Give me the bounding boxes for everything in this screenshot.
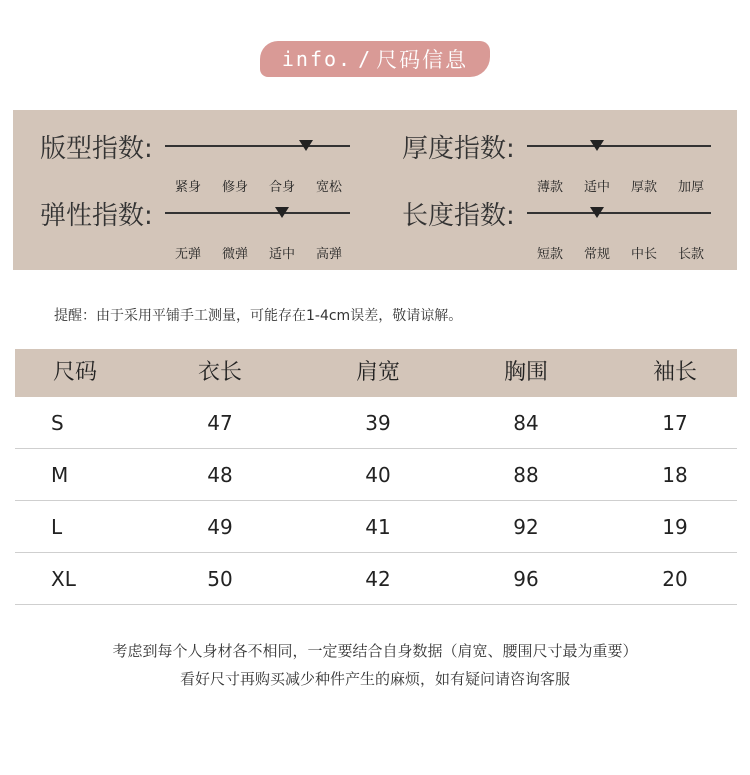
index-option: 适中 [583,180,610,195]
column-header: 胸围 [503,360,548,385]
table-cell: XL [51,567,76,591]
index-scale-line [527,145,711,147]
fit-index-panel [13,110,737,270]
table-cell: 20 [662,567,688,591]
table-row [15,501,737,553]
table-cell: M [51,463,69,487]
index-option: 微弹 [221,247,248,262]
index-option: 薄款 [536,180,563,195]
table-cell: 42 [365,567,391,591]
table-cell: 92 [513,515,539,539]
title-cn: 尺码信息 [376,48,469,72]
table-cell: 40 [365,463,391,487]
table-cell: 39 [365,411,391,435]
table-cell: 88 [513,463,539,487]
column-header: 肩宽 [355,360,400,385]
index-option: 加厚 [677,180,704,195]
index-option: 合身 [268,180,295,195]
index-length [402,195,722,262]
title-separator: / [358,47,373,71]
table-cell: 17 [662,411,688,435]
table-cell: 41 [365,515,391,539]
index-elasticity [40,195,360,262]
size-table [15,349,737,605]
index-label: 长度指数: [402,201,515,231]
measurement-note: 提醒：由于采用平铺手工测量，可能存在1-4cm误差，敬请谅解。 [54,308,463,324]
header [0,36,750,82]
index-option: 高弹 [315,247,342,262]
index-scale-line [165,212,350,214]
table-cell: 49 [207,515,233,539]
index-thickness [402,128,722,195]
index-marker-icon [590,140,604,151]
table-cell: 48 [207,463,233,487]
index-scale-line [165,145,350,147]
table-cell: 50 [207,567,233,591]
table-cell: 19 [662,515,688,539]
index-label: 厚度指数: [402,134,515,164]
index-label: 版型指数: [40,134,153,164]
table-row [15,449,737,501]
index-option: 短款 [536,247,563,262]
table-cell: 18 [662,463,688,487]
table-cell: 47 [207,411,233,435]
index-option: 无弹 [174,247,201,262]
table-header [15,349,737,397]
index-marker-icon [590,207,604,218]
column-header: 衣长 [197,360,242,385]
index-marker-icon [275,207,289,218]
table-cell: 84 [513,411,539,435]
title-badge [260,41,490,77]
column-header: 袖长 [652,360,697,385]
index-scale-line [527,212,711,214]
table-row [15,553,737,605]
index-option: 长款 [677,247,704,262]
footer-note-2: 看好尺寸再购买减少种件产生的麻烦，如有疑问请咨询客服 [179,670,570,688]
index-option: 常规 [583,247,610,262]
title-en: info. [281,47,353,71]
index-label: 弹性指数: [40,201,153,231]
index-option: 宽松 [315,180,342,195]
index-option: 修身 [221,180,248,195]
table-cell: S [51,411,64,435]
footer-note-1: 考虑到每个人身材各不相同，一定要结合自身数据（肩宽、腰围尺寸最为重要） [112,642,638,660]
index-option: 适中 [268,247,295,262]
table-row [15,397,737,449]
column-header: 尺码 [53,360,98,385]
table-cell: L [51,515,63,539]
index-fit [40,128,360,195]
index-option: 紧身 [174,180,201,195]
index-option: 中长 [630,247,657,262]
index-option: 厚款 [630,180,657,195]
table-cell: 96 [513,567,539,591]
index-marker-icon [299,140,313,151]
